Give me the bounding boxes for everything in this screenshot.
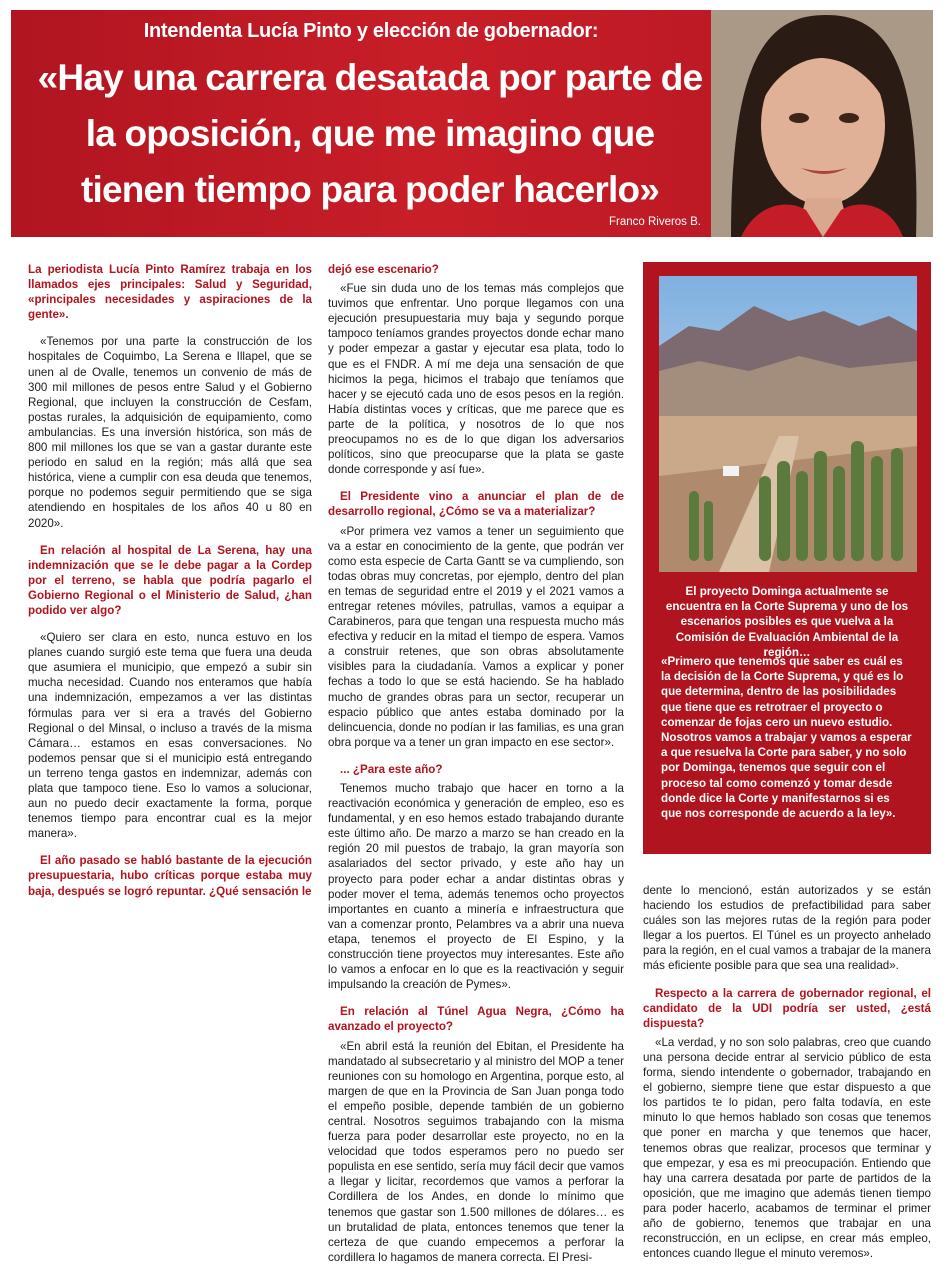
question-hospital: En relación al hospital de La Serena, hay una indemnización que se le debe pagar a la Cordep por el terreno, se habla que podría pagarlo el Gobierno Regional o el Ministerio de Salud, ¿han podido ver algo? <box>28 543 312 617</box>
portrait-photo <box>711 10 933 237</box>
lead-paragraph: La periodista Lucía Pinto Ramírez trabaja en los llamados ejes principales: Salud y Seguridad, «principales necesidades y aspiraciones de la gente». <box>28 263 312 322</box>
sidebar-box <box>643 262 931 854</box>
sidebar-answer: «Primero que tenemos que saber es cuál es la decisión de la Corte Suprema, y qué es lo que determina, dentro de las posibilidades que tiene que es retrotraer el proyecto o comenzar de fojas cero un nuevo estudio. Nosotros vamos a trabajar y vamos a esperar a que resuelva la Corte para saber, y no solo por Dominga, tenemos que seguir con el proceso tal como comenzó y tomar desde donde dice la Corte y manifestarnos si es que nos corresponde de acuerdo a la ley». <box>661 655 912 821</box>
answer-paragraph: «Por primera vez vamos a tener un seguimiento que va a estar en conocimiento de la gente, que podrán ver como esta especie de Carta Gantt se va cumpliendo, son todas obras muy concretas, por ejemplo, dentro del plan en temas de seguridad entre el 2019 y el 2021 vamos a entregar retenes móviles, patrullas, vamos a equipar a Carabineros, para que tengan una respuesta mucho más efectiva y reducir en la mitad el tiempo de espera. Vamos a construir retenes, que son obras absolutamente visibles para la ciudadanía. Vamos a explicar y poner fechas a todo lo que se está haciendo. Se ha hablado mucho de grandes obras para un sector, recuperar un espacio público que antes estaba dominado por la delincuencia, donde no podían ir las familias, es una gran obra porque va a tener un gran impacto en ese sector». <box>328 524 624 749</box>
question-budget-end: dejó ese escenario? <box>328 263 439 276</box>
answer-paragraph: «Quiero ser clara en esto, nunca estuvo en los planes cuando surgió este tema que fuera una deuda que asumiera el municipio, que empezó a subir sin mucha necesidad. Cuando nos enteramos que había una indemnización, empezamos a ver las distintas fórmulas para ver si era a través del Gobierno Regional o del Minsal, o incluso a través de la misma Cámara… estamos en esas conversaciones. No podemos pensar que si el municipio está entregando un terreno tenga gastos en indemnizar, además con plata que tampoco tiene. Eso lo vamos a solucionar, aun no puedo decir exactamente la forma, porque tenemos tiempo para encontrar cual es la mejor manera». <box>28 631 312 841</box>
landscape-photo <box>659 276 917 572</box>
byline: Franco Riveros B. <box>608 216 701 228</box>
answer-paragraph: «En abril está la reunión del Ebitan, el Presidente ha mandatado al subsecretario y al ministro del MOP a tener reuniones con su homologo en Argentina, porque esto, al margen de que en la Provincia de San Juan ponga todo el empeño posible, depende también de un gobierno central. Nosotros seguimos trabajando con la misma fuerza para poder desarrollar este proyecto, no en la velocidad que todos esperamos pero no puedo ser populista en ese sentido, sería muy fácil decir que vamos a llegar y licitar, recordemos que vamos a perforar la Cordillera de los Andes, en donde lo mínimo que tenemos que gastar son 1.500 millones de dólares… es un brutalidad de plata, entonces tenemos que tener la certeza de que cuando empecemos a perforar la cordillera lo hagamos de manera correcta. El Presi- <box>328 1039 624 1264</box>
kicker: Intendenta Lucía Pinto y elección de gobernador: <box>143 20 599 42</box>
answer-paragraph: «Tenemos por una parte la construcción de los hospitales de Coquimbo, La Serena e Illapel, que se unen al de Ovalle, tenemos un convenio de más de 300 mil millones de pesos entre Salud y el Gobierno Regional, que incluyen la construcción de Cesfam, postas rurales, la adquisición de equipamiento, como ambulancias. Es una inversión histórica, son más de 800 mil millones los que se van a gastar durante este periodo en salud en la región; más allá que sea histórica, viene a cumplir con esa deuda que tenemos, porque no podemos seguir permitiendo que se siga atendiendo en hospitales de los años 40 u 80 en 2020». <box>28 335 312 530</box>
answer-paragraph: dente lo mencionó, están autorizados y se están haciendo los estudios de prefactibilidad para saber cuáles son las mejores rutas de la región para poder llegar a los puertos. El Túnel es un proyecto anhelado para la región, en el cual vamos a trabajar de la manera más eficiente posible para que sea una realidad». <box>643 884 931 973</box>
column-1 <box>28 262 312 911</box>
header-banner <box>11 10 933 237</box>
column-3 <box>643 883 931 1273</box>
question-budget: El año pasado se habló bastante de la ejecución presupuestaria, hubo críticas porque estaba muy baja, después se logró repuntar. ¿Qué sensación le <box>28 854 312 898</box>
question-plan: El Presidente vino a anunciar el plan de de desarrollo regional, ¿Cómo se va a materializar? <box>328 490 624 519</box>
sidebar-question: El proyecto Dominga actualmente se encuentra en la Corte Suprema y uno de los escenarios posibles es que vuelva a la Comisión de Evaluación Ambiental de la región… <box>665 585 909 659</box>
answer-paragraph: Tenemos mucho trabajo que hacer en torno a la reactivación económica y generación de empleo, eso es fundamental, y en eso hemos estado trabajando durante este último año. De marzo a marzo se han creado en la región 20 mil puestos de trabajo, la gran mayoría son asalariados del sector privado, y este año hay un proyecto para poder echar a andar distintas obras y poder mover el tema, además tenemos ocho proyectos importantes en cuanto a minería e infraestructura que van a comenzar pronto, Pelambres va a abrir una nueva etapa, tenemos el proyecto de El Espino, y la construcción tiene proyectos muy interesantes. Este año lo vamos a enfocar en lo que es la reactivación y seguir impulsando la creación de Pymes». <box>328 782 624 992</box>
column-2 <box>328 262 624 1277</box>
question-this-year: ... ¿Para este año? <box>340 762 443 776</box>
question-governor: Respecto a la carrera de gobernador regional, el candidato de la UDI podría ser usted, ¿está dispuesta? <box>643 986 931 1030</box>
answer-paragraph: «La verdad, y no son solo palabras, creo que cuando una persona decide entrar al servicio público de esta forma, siendo intendente o gobernador, trabajando en el gobierno, siempre tiene que estar dispuesto a que los partidos te lo pidan, pero falta todavía, en este minuto lo que hemos hablado son cosas que tenemos que poner en marcha y que tenemos que hacer, tenemos obras que realizar, procesos que terminar y que empezar, y esa es mi preocupación. Entiendo que hay una carrera desatada por parte de partidos de la oposición, que me imagino que además tienen tiempo para poder hacerlo, acabamos de terminar el primer año de gobierno, tenemos que trabajar en una reconstrucción, en un eclipse, en crear más empleo, entonces cuando llegue el minuto veremos». <box>643 1035 931 1261</box>
answer-paragraph: «Fue sin duda uno de los temas más complejos que tuvimos que enfrentar. Uno porque llegamos con una ejecución presupuestaria muy baja y segundo porque tampoco teníamos grandes proyectos donde echar mano y poder empezar a gastar y ejecutar esa plata, todo lo que es el FNDR. A mí me deja una sensación de que hicimos la pega, hicimos el trabajo que teníamos que hacer y se ejecutó cada uno de esos pesos en la región. Había distintas voces y críticas, que me parece que es parte de la política, y nosotros de lo que nos preocupamos no es de lo que digan los adversarios políticos, sino que preocuparse que la plata se gaste donde corresponde y así fue». <box>328 282 624 477</box>
question-tunnel: En relación al Túnel Agua Negra, ¿Cómo ha avanzado el proyecto? <box>328 1005 624 1034</box>
headline: «Hay una carrera desatada por parte de la oposición, que me imagino que tienen tiempo para poder hacerlo» <box>37 57 703 210</box>
